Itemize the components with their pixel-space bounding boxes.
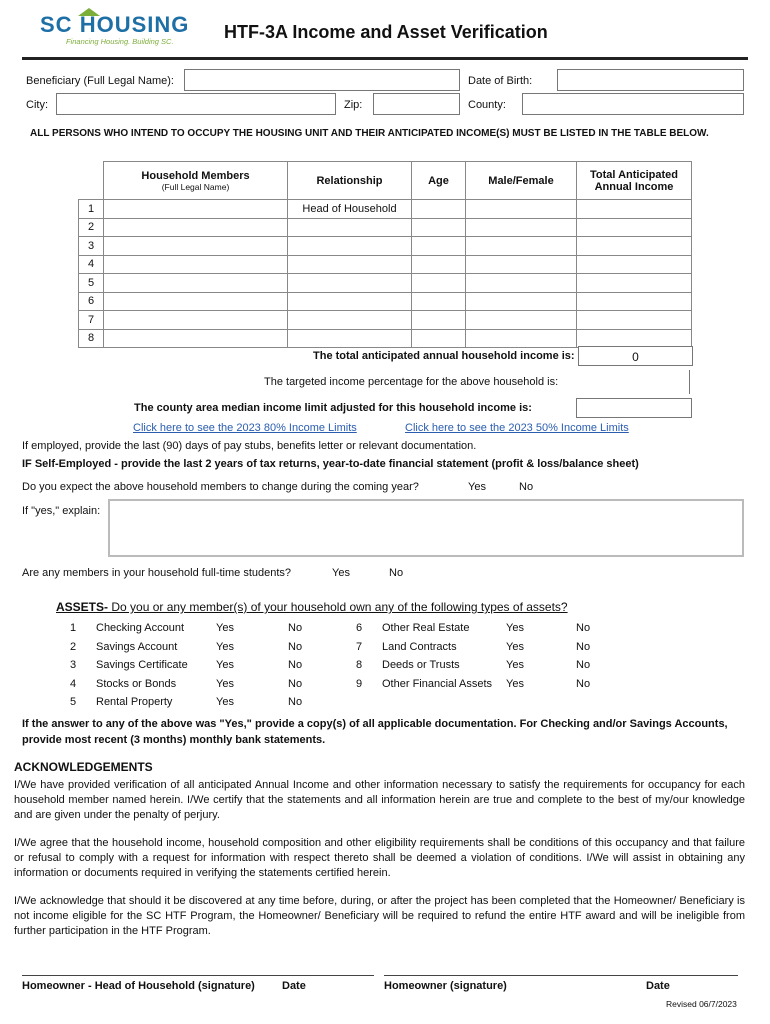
relationship-cell[interactable] bbox=[288, 237, 412, 256]
income-cell[interactable] bbox=[577, 329, 692, 348]
revised-date: Revised 06/7/2023 bbox=[666, 999, 737, 1009]
beneficiary-name-input[interactable] bbox=[184, 69, 460, 91]
asset-name: Checking Account bbox=[96, 622, 185, 634]
row-number: 8 bbox=[79, 329, 104, 348]
relationship-cell[interactable] bbox=[288, 292, 412, 311]
table-row bbox=[79, 255, 692, 274]
asset-name: Rental Property bbox=[96, 696, 173, 708]
asset-number: 9 bbox=[356, 677, 363, 690]
dob-label: Date of Birth: bbox=[468, 75, 533, 87]
member-name-cell[interactable] bbox=[104, 255, 288, 274]
asset-no-option[interactable]: No bbox=[576, 640, 591, 653]
county-label: County: bbox=[468, 99, 506, 111]
income-cell[interactable] bbox=[577, 237, 692, 256]
city-input[interactable] bbox=[56, 93, 336, 115]
asset-yes-option[interactable]: Yes bbox=[506, 677, 524, 690]
occupancy-notice: ALL PERSONS WHO INTEND TO OCCUPY THE HOUSING UNIT AND THEIR ANTICIPATED INCOME(S) MUST BE LISTED IN THE TABLE BELOW. bbox=[30, 128, 709, 139]
logo-tagline: Financing Housing. Building SC. bbox=[66, 37, 174, 46]
asset-number: 4 bbox=[70, 677, 77, 690]
median-income-input[interactable] bbox=[576, 398, 692, 418]
asset-name: Deeds or Trusts bbox=[382, 659, 460, 671]
city-label: City: bbox=[26, 99, 48, 111]
income-limits-50-link[interactable]: Click here to see the 2023 50% Income Limits bbox=[405, 422, 629, 434]
household-change-question: Do you expect the above household members to change during the coming year? bbox=[22, 481, 419, 493]
gender-cell[interactable] bbox=[466, 200, 577, 219]
ho-date-label: Date bbox=[646, 980, 670, 992]
relationship-cell[interactable] bbox=[288, 329, 412, 348]
asset-yes-option[interactable]: Yes bbox=[216, 640, 234, 653]
ho-signature-label: Homeowner (signature) bbox=[384, 980, 507, 992]
member-name-cell[interactable] bbox=[104, 329, 288, 348]
relationship-header: Relationship bbox=[288, 162, 412, 200]
asset-yes-option[interactable]: Yes bbox=[506, 622, 524, 634]
county-input[interactable] bbox=[522, 93, 744, 115]
asset-number: 7 bbox=[356, 640, 363, 653]
asset-number: 3 bbox=[70, 659, 77, 671]
member-name-cell[interactable] bbox=[104, 274, 288, 293]
title-divider bbox=[22, 57, 748, 60]
household-change-no[interactable]: No bbox=[519, 481, 534, 493]
asset-name: Other Financial Assets bbox=[382, 677, 493, 690]
income-cell[interactable] bbox=[577, 218, 692, 237]
asset-name: Land Contracts bbox=[382, 640, 457, 653]
asset-no-option[interactable]: No bbox=[288, 622, 303, 634]
asset-no-option[interactable]: No bbox=[288, 659, 303, 671]
age-cell[interactable] bbox=[412, 311, 466, 330]
employed-instructions: If employed, provide the last (90) days of pay stubs, benefits letter or relevant documentation. bbox=[22, 440, 477, 452]
asset-name: Savings Account bbox=[96, 640, 178, 653]
age-cell[interactable] bbox=[412, 237, 466, 256]
household-change-yes[interactable]: Yes bbox=[468, 481, 486, 493]
asset-no-option[interactable]: No bbox=[576, 659, 591, 671]
row-number: 2 bbox=[79, 218, 104, 237]
hoh-signature-line[interactable] bbox=[22, 975, 374, 976]
students-yes[interactable]: Yes bbox=[332, 567, 350, 579]
row-number: 5 bbox=[79, 274, 104, 293]
ho-signature-line[interactable] bbox=[384, 975, 738, 976]
members-header-sub: (Full Legal Name) bbox=[161, 181, 230, 192]
income-cell[interactable] bbox=[577, 255, 692, 274]
income-cell[interactable] bbox=[577, 311, 692, 330]
relationship-cell[interactable] bbox=[288, 255, 412, 274]
targeted-percentage-input[interactable] bbox=[689, 370, 690, 394]
member-name-cell[interactable] bbox=[104, 292, 288, 311]
income-limits-80-link[interactable]: Click here to see the 2023 80% Income Limits bbox=[133, 422, 357, 434]
students-no[interactable]: No bbox=[389, 567, 404, 579]
age-cell[interactable] bbox=[412, 255, 466, 274]
gender-cell[interactable] bbox=[466, 255, 577, 274]
asset-number: 8 bbox=[356, 659, 363, 671]
age-header: Age bbox=[412, 162, 466, 200]
asset-no-option[interactable]: No bbox=[288, 640, 303, 653]
logo-housing-text: HOUSING bbox=[79, 12, 190, 37]
asset-number: 2 bbox=[70, 640, 77, 653]
member-name-cell[interactable] bbox=[104, 237, 288, 256]
acknowledgement-paragraph-2: I/We agree that the household income, household composition and other eligibility requirements shall be conditions of this occupancy and that failure or refusal to comply with a request for information with respect thereto shall be deemed a violation of conditions. I/We will assist in obtaining any information or documents required in verifying the statements certified herein. bbox=[14, 837, 745, 879]
gender-cell[interactable] bbox=[466, 311, 577, 330]
relationship-cell[interactable]: Head of Household bbox=[288, 200, 412, 219]
gender-cell[interactable] bbox=[466, 329, 577, 348]
age-cell[interactable] bbox=[412, 218, 466, 237]
zip-label: Zip: bbox=[344, 99, 363, 111]
asset-yes-option[interactable]: Yes bbox=[216, 659, 234, 671]
age-cell[interactable] bbox=[412, 292, 466, 311]
targeted-percentage-label: The targeted income percentage for the above household is: bbox=[264, 376, 559, 388]
table-row bbox=[79, 274, 692, 293]
row-number: 1 bbox=[79, 200, 104, 219]
members-header bbox=[104, 162, 288, 200]
relationship-cell[interactable] bbox=[288, 274, 412, 293]
asset-name: Other Real Estate bbox=[382, 622, 470, 634]
income-cell[interactable] bbox=[577, 200, 692, 219]
num-header bbox=[79, 162, 104, 200]
row-number: 4 bbox=[79, 255, 104, 274]
income-header: Total Anticipated Annual Income bbox=[577, 162, 692, 200]
hoh-date-label: Date bbox=[282, 980, 306, 992]
gender-cell[interactable] bbox=[466, 274, 577, 293]
table-row bbox=[79, 237, 692, 256]
household-table bbox=[78, 161, 692, 348]
age-cell[interactable] bbox=[412, 200, 466, 219]
asset-no-option[interactable]: No bbox=[576, 677, 591, 690]
table-row bbox=[79, 311, 692, 330]
asset-number: 6 bbox=[356, 622, 363, 634]
students-question: Are any members in your household full-time students? bbox=[22, 567, 292, 579]
median-income-label: The county area median income limit adjusted for this household income is: bbox=[134, 402, 532, 414]
member-name-cell[interactable] bbox=[104, 218, 288, 237]
asset-yes-option[interactable]: Yes bbox=[506, 659, 524, 671]
member-name-cell[interactable] bbox=[104, 200, 288, 219]
asset-name: Savings Certificate bbox=[96, 659, 188, 671]
total-income-value[interactable]: 0 bbox=[578, 346, 693, 366]
page-title: HTF-3A Income and Asset Verification bbox=[224, 22, 548, 42]
income-cell[interactable] bbox=[577, 292, 692, 311]
assets-heading bbox=[56, 600, 568, 614]
table-row bbox=[79, 292, 692, 311]
logo bbox=[40, 12, 189, 38]
beneficiary-label: Beneficiary (Full Legal Name): bbox=[26, 75, 174, 87]
asset-yes-option[interactable]: Yes bbox=[506, 640, 524, 653]
acknowledgements-heading: ACKNOWLEDGEMENTS bbox=[14, 760, 153, 774]
gender-header: Male/Female bbox=[466, 162, 577, 200]
assets-heading-text: Do you or any member(s) of your household own any of the following types of assets? bbox=[108, 600, 568, 614]
asset-name: Stocks or Bonds bbox=[96, 677, 177, 690]
assets-heading-bold: ASSETS- bbox=[56, 600, 109, 614]
table-row bbox=[79, 329, 692, 348]
self-employed-instructions: IF Self-Employed - provide the last 2 years of tax returns, year-to-date financial statement (profit & loss/balance sheet) bbox=[22, 458, 639, 470]
row-number: 7 bbox=[79, 311, 104, 330]
explain-label: If "yes," explain: bbox=[22, 505, 101, 517]
asset-yes-option[interactable]: Yes bbox=[216, 696, 234, 708]
members-header-label: Household Members bbox=[141, 169, 250, 182]
total-income-label: The total anticipated annual household income is: bbox=[313, 350, 575, 362]
assets-documentation-note: If the answer to any of the above was "Yes," provide a copy(s) of all applicable documentation. For Checking and/or Savings Accounts, provide most recent (3 months) monthly bank statements. bbox=[22, 718, 728, 746]
relationship-cell[interactable] bbox=[288, 311, 412, 330]
income-cell[interactable] bbox=[577, 274, 692, 293]
asset-no-option[interactable]: No bbox=[576, 622, 591, 634]
asset-no-option[interactable]: No bbox=[288, 677, 303, 690]
acknowledgement-paragraph-1: I/We have provided verification of all anticipated Annual Income and other information necessary to satisfy the requirements for occupancy for each household member named herein. I/We certify that the statements and all information herein are true and complete to the best of my/our knowledge and are given under the penalty of perjury. bbox=[14, 779, 745, 821]
gender-cell[interactable] bbox=[466, 218, 577, 237]
logo-sc-text: SC bbox=[40, 12, 73, 37]
gender-cell[interactable] bbox=[466, 237, 577, 256]
table-row bbox=[79, 200, 692, 219]
dob-input[interactable] bbox=[557, 69, 744, 91]
age-cell[interactable] bbox=[412, 329, 466, 348]
asset-number: 5 bbox=[70, 696, 77, 708]
row-number: 6 bbox=[79, 292, 104, 311]
row-number: 3 bbox=[79, 237, 104, 256]
asset-yes-option[interactable]: Yes bbox=[216, 677, 234, 690]
table-row bbox=[79, 218, 692, 237]
zip-input[interactable] bbox=[373, 93, 460, 115]
asset-number: 1 bbox=[70, 622, 77, 634]
age-cell[interactable] bbox=[412, 274, 466, 293]
acknowledgement-paragraph-3: I/We acknowledge that should it be discovered at any time before, during, or after the project has been completed that the Homeowner/ Beneficiary is not income eligible for the SC HTF Program, the Homeowner/ Beneficiary will be required to refund the entire HTF award and will be ineligible from further participation in the HTF Program. bbox=[14, 895, 745, 937]
explain-textarea[interactable] bbox=[108, 499, 744, 557]
relationship-cell[interactable] bbox=[288, 218, 412, 237]
member-name-cell[interactable] bbox=[104, 311, 288, 330]
asset-yes-option[interactable]: Yes bbox=[216, 622, 234, 634]
hoh-signature-label: Homeowner - Head of Household (signature) bbox=[22, 980, 255, 992]
gender-cell[interactable] bbox=[466, 292, 577, 311]
asset-no-option[interactable]: No bbox=[288, 696, 303, 708]
